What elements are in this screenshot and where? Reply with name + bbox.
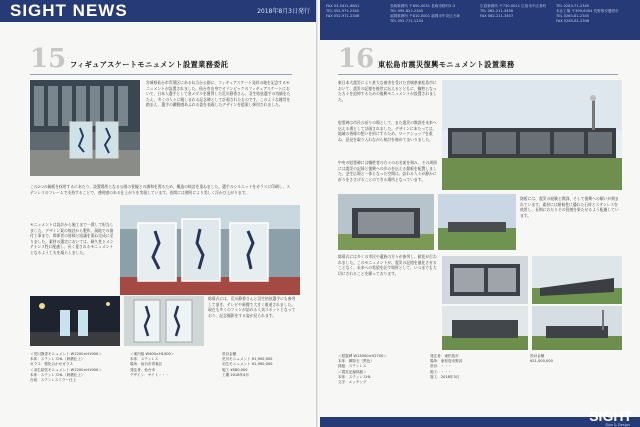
- section-16-spec-right: [530, 354, 620, 364]
- memorial-plaque-photo: [338, 194, 434, 250]
- newsletter-header: [0, 0, 318, 22]
- section-15-number: 15: [30, 44, 67, 74]
- footer-logo: SIGHT: [589, 408, 632, 424]
- monument-front-photo: [442, 306, 528, 350]
- section-16-paragraph-4: 銘板には、震災の経験と教訓、そして復興への願いが刻まれています。素材には耐候性に優れた石材とステンレスを使用し、長期にわたりその役割を果たせるよう配慮しています。: [520, 196, 619, 218]
- address-col-1: FAX 03-5411-6841 TEL 052-971-2345 FAX 052-971-2346: [326, 4, 360, 18]
- spec-line: ＜荒川静香モニュメント W1200×H1900＞: [30, 352, 102, 356]
- spec-line: 工期 2018年4月: [222, 372, 249, 377]
- section-16-spec-mid: [430, 354, 520, 380]
- skater-panels-photo: [120, 205, 300, 295]
- spec-line: 羽生モニュメント ¥1,900,000: [222, 362, 273, 367]
- address-col-3: 広島事務所 〒730-0011 広島市中区基町 TEL 082-211-3456 FAX 082-211-3457: [480, 4, 547, 18]
- left-page: [0, 0, 318, 427]
- section-16-paragraph-1: 東日本大震災により甚大な被害を受けた宮城県東松島市において、震災の記憶を後世に伝えるとともに、犠牲となった方々を追悼するための復興モニュメントが設置されました。: [338, 80, 437, 102]
- address-col-4: TEL 0263-71-2345 本社工場 〒399-8304 長野県安曇野市 TEL 0263-81-2345 FAX 0263-81-2346: [556, 4, 619, 23]
- footer-subtitle: Sign & Design: [605, 423, 630, 427]
- spec-line: ¥21,000,000: [530, 359, 553, 364]
- section-15-spec-left: [30, 352, 120, 383]
- issue-date: 2018年8月3日発行: [257, 8, 310, 15]
- section-16-paragraph-5: 除幕式には多くの市民や遺族の方々が参列し、献花が行われました。このモニュメントが、震災の記憶を風化させることなく、未来への希望を託す場所として、いつまでも大切にされることを願っております。: [338, 254, 437, 276]
- spec-line: ＜羽生結弦モニュメント W1200×H1900＞: [30, 367, 102, 372]
- monument-wide-photo: [532, 306, 622, 350]
- spec-line: 施工：・・・: [430, 369, 452, 374]
- section-16-rule: [338, 74, 618, 75]
- spec-line: 発注者：東松島市: [430, 354, 459, 358]
- spec-line: ＜案内板 W400×H1000＞: [130, 352, 175, 356]
- spec-line: 場所：東松島市野蒜: [430, 359, 463, 364]
- spec-line: 銘板：ステンレス: [338, 364, 367, 369]
- monument-building-photo: [30, 80, 140, 176]
- spec-line: 設計金額: [530, 354, 545, 358]
- spec-line: ＜慰霊碑 W13000×H2700＞: [338, 354, 387, 358]
- spec-line: 文字：エッチング: [338, 380, 367, 385]
- section-15-paragraph-2: この2つの銅板を採用するにあたり、設置場所となる公園の景観との調和を図るため、構造の検討を重ねました。選手のシルエットをガラスに印刷し、ステンレスのフレームで支持することで、透明感のある仕上がりを実現しています。夜間には照明により美しく浮かび上がります。: [30, 184, 291, 195]
- spec-line: 設計：・・・: [430, 364, 452, 369]
- spec-line: 本体：ステンレスHL: [338, 374, 372, 379]
- section-15-paragraph-3: モニュメントは設計から施工まで一貫して担当しました。デザイン案の検討から製作、現地での据付工事まで、関係者の皆様と協議を重ね完成に至りました。素材の選定においては、耐久性とメンテナンス性に配慮し、長く愛されるモニュメントとなるよう工夫を凝らしました。: [30, 222, 114, 255]
- section-16-paragraph-3: 中央の慰霊碑には犠牲者の方々のお名前を刻み、その周囲には震災の記録と復興への歩みを伝える銘板を配置しました。芝生広場と一体となった空間は、訪れる人々が静かに祈りをささげることのできる場所となっています。: [338, 160, 437, 182]
- section-16-title: 東松島市震災復興モニュメント設置業務: [378, 60, 515, 69]
- right-page: [320, 0, 640, 427]
- spec-line: 本体：ステンレス: [130, 357, 159, 362]
- spec-line: 本体：御影石（黒色）: [338, 359, 374, 364]
- section-15-paragraph-4: 除幕式には、荒川静香さんと羽生結弦選手にも参列して頂き、テレビや新聞で大きく報道されました。現在も多くのファンが訪れる人気スポットとなっており、記念撮影をする姿が見られます。: [208, 296, 296, 318]
- section-15-spec-right: [222, 352, 302, 378]
- spec-line: 設計金額: [222, 352, 237, 356]
- spec-line: 台座：ステンレスミラー仕上: [30, 378, 77, 383]
- section-15-spec-mid: [130, 352, 210, 378]
- section-16-number: 16: [338, 44, 375, 74]
- monument-angle-photo: [532, 256, 622, 304]
- spec-line: デザイン：サイト・・・: [130, 372, 170, 377]
- section-16-paragraph-2: 慰霊碑は市民の祈りの場として、また震災の教訓を未来へ伝える場として計画されました。デザインにあたっては、地域の皆様の想いを形にするため、ワークショップを重ね、意見を取り入れながら検討を進めてまいりました。: [338, 120, 437, 142]
- spec-line: 発注者：仙台市: [130, 367, 156, 372]
- plaque-detail-photo: [442, 256, 528, 304]
- panel-closeup-photo: [124, 296, 204, 346]
- section-15-paragraph-1: 宮城県仙台市青葉区にある勾当台公園に、フィギュアスケート発祥の地を記念するモニュメントが設置されました。仙台市出身でオリンピックのフィギュアスケートにおいて、日本人選手として金メダルを獲得した荒川静香さん、羽生結弦選手の功績をたたえ、多くの人々に親しまれる記念碑として計画されたものです。このような趣旨を踏まえ、選手の躍動感あふれる姿を表現したデザインを提案し採用されました。: [146, 80, 291, 108]
- spec-line: ＜震災記録銘板＞: [338, 369, 367, 374]
- memorial-park-photo: [438, 194, 516, 250]
- spec-line: 竣工：2018年3月: [430, 374, 460, 379]
- spec-line: 本体：ステンレスHL（研磨仕上）: [30, 372, 85, 377]
- address-col-2: 長崎事務所 〒850-0031 長崎市桜町5-3 TEL 095-821-2345 福岡事務所 〒810-0001 福岡市中央区天神 TEL 092-711-1234: [390, 4, 460, 23]
- spec-line: ガラス：強化合わせガラス: [30, 362, 73, 367]
- memorial-wall-photo: [442, 80, 622, 190]
- section-16-spec-left: [338, 354, 428, 385]
- spec-line: 場所：仙台市青葉区: [130, 362, 163, 367]
- section-15-rule: [30, 74, 292, 75]
- section-15-title: フィギュアスケートモニュメント設置業務委託: [70, 60, 229, 69]
- spec-line: 施工 ¥580,000: [222, 367, 248, 372]
- night-view-photo: [30, 296, 120, 346]
- spec-line: 荒川モニュメント ¥1,900,000: [222, 357, 273, 362]
- newsletter-title: SIGHT NEWS: [10, 1, 128, 20]
- spec-line: 本体：ステンレスHL（研磨仕上）: [30, 357, 85, 362]
- address-bar: [320, 0, 640, 40]
